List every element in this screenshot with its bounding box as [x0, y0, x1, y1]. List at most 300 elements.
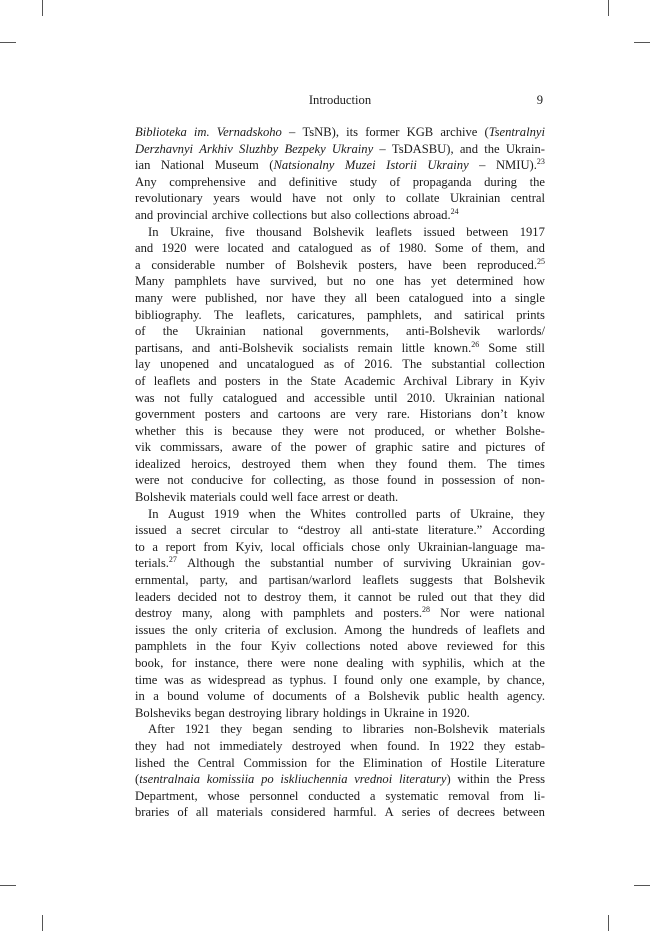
word: not	[193, 738, 210, 753]
word: this	[185, 423, 204, 438]
word: braries	[135, 805, 170, 820]
word: no	[353, 274, 366, 289]
text-line	[135, 157, 545, 174]
word: Central	[197, 755, 235, 770]
text-line	[135, 323, 545, 340]
word: nor	[266, 290, 283, 305]
word: catalogued	[408, 290, 464, 305]
word: rare.	[387, 407, 410, 422]
text-line	[135, 257, 545, 274]
word: heroics,	[191, 456, 231, 471]
word: little	[401, 340, 425, 355]
word: bound	[167, 689, 199, 704]
word: the	[285, 506, 301, 521]
text-line	[135, 124, 545, 141]
word: whether	[455, 423, 496, 438]
word: Kyiv	[519, 373, 545, 388]
word: of	[335, 689, 346, 704]
word: pamphlets,	[366, 307, 422, 322]
word: how	[523, 274, 545, 289]
word: The	[487, 456, 507, 471]
word: conducted	[308, 788, 361, 803]
word: vrednoi	[354, 772, 393, 787]
word: Ukrainy	[331, 141, 374, 156]
word: for	[171, 656, 187, 670]
word: all	[195, 805, 209, 820]
word: (Natsionalny	[269, 158, 335, 173]
word: determined	[456, 274, 514, 289]
word: of	[275, 257, 286, 272]
word: controlled	[355, 506, 407, 521]
word: collections	[305, 639, 361, 654]
word: along	[222, 606, 251, 621]
word: caricatures,	[297, 307, 355, 322]
word: 1980.	[398, 241, 427, 256]
word: satire	[421, 440, 450, 455]
word: prints	[516, 307, 545, 322]
word: Ukraine,	[469, 506, 514, 521]
word: the	[496, 772, 512, 787]
word: central	[510, 191, 545, 206]
word: secret	[191, 523, 221, 538]
word: of	[135, 324, 146, 339]
word: number	[225, 257, 265, 272]
word: Archival	[403, 373, 448, 388]
word: aware	[231, 440, 262, 455]
word: uncatalogued	[246, 357, 314, 372]
word: removal	[448, 788, 490, 803]
word: that	[463, 573, 483, 588]
word: published,	[205, 290, 258, 305]
word: Whites	[310, 506, 346, 521]
word: know	[516, 407, 545, 422]
word: Commission	[243, 755, 308, 770]
word: be	[398, 589, 411, 604]
footnote-ref: 24	[450, 206, 459, 216]
word: –	[379, 141, 386, 156]
text-line	[135, 705, 545, 722]
text-line	[135, 506, 545, 523]
word: issued	[423, 224, 455, 239]
word: yet	[431, 274, 447, 289]
word: issued	[135, 523, 167, 538]
word: which	[473, 656, 504, 670]
word: they	[523, 506, 545, 521]
word: –	[289, 125, 296, 139]
word: “destroy	[297, 523, 341, 538]
word: in	[501, 373, 512, 388]
footnote-ref: 28	[422, 605, 431, 615]
text-line	[135, 489, 545, 506]
word: during	[484, 174, 517, 189]
word: and	[258, 174, 277, 189]
text-line	[135, 572, 545, 589]
word: decided	[177, 589, 217, 604]
word: not	[163, 390, 181, 405]
word: partisans,	[135, 340, 183, 355]
word: been	[376, 290, 400, 305]
word: with	[391, 656, 415, 670]
word: not	[224, 589, 241, 604]
word: and	[271, 241, 291, 256]
word: the	[162, 324, 179, 339]
word: a	[500, 290, 507, 305]
word: Press	[518, 772, 545, 787]
word: posters,	[358, 257, 398, 272]
word: a	[135, 257, 141, 272]
word: report	[165, 539, 196, 554]
word: Academic	[343, 373, 396, 388]
word: produced,	[374, 423, 425, 438]
word: there	[247, 656, 273, 670]
word: issues	[135, 622, 166, 637]
word: Bolshevik	[135, 490, 187, 505]
word: death.	[367, 490, 399, 505]
text-line	[135, 539, 545, 556]
word: socialists	[302, 340, 349, 355]
word: in	[196, 639, 207, 654]
word: five	[225, 224, 245, 239]
word: within	[457, 772, 490, 787]
word: posters	[224, 373, 261, 388]
word: began	[252, 722, 283, 737]
word: of	[465, 622, 476, 637]
word: syphilis,	[422, 656, 465, 670]
word: fully	[189, 390, 214, 405]
word: were	[280, 656, 306, 670]
word: and	[198, 373, 217, 388]
text-line	[135, 555, 545, 572]
text-line	[135, 804, 545, 821]
text-line	[135, 788, 545, 805]
word: the	[244, 556, 261, 571]
word: widespread	[208, 672, 266, 687]
word: national	[504, 390, 545, 405]
word: posters.$^{28}$	[383, 605, 431, 621]
word: time	[135, 672, 158, 687]
word: from	[499, 788, 524, 803]
word: are	[330, 407, 346, 422]
word: collections	[252, 207, 308, 222]
text-line	[135, 190, 545, 207]
word: its	[346, 125, 359, 139]
word: ernmental,	[135, 573, 189, 588]
word: catalogued	[222, 390, 278, 405]
word: Biblioteka	[135, 125, 187, 139]
word: leaders	[135, 589, 171, 604]
word: many,	[182, 606, 213, 621]
word: 1919	[213, 506, 240, 521]
word: and	[458, 440, 477, 455]
word: all	[354, 290, 368, 305]
text-line	[135, 605, 545, 622]
word: Ukrain-	[505, 141, 545, 156]
crop-mark	[608, 915, 609, 931]
word: a	[153, 689, 159, 704]
text-line	[135, 406, 545, 423]
word: Hostile	[450, 755, 487, 770]
word: as	[190, 672, 202, 687]
word: power	[314, 440, 347, 455]
word: typhus.	[289, 672, 327, 687]
word: government	[135, 407, 196, 422]
word: between	[502, 805, 545, 820]
word: all	[350, 523, 363, 538]
word: or	[353, 490, 364, 505]
word: times	[517, 456, 545, 471]
word: chose	[351, 539, 381, 554]
word: it	[343, 589, 351, 604]
word: estab-	[514, 738, 545, 753]
word: to	[385, 191, 396, 206]
crop-mark	[634, 885, 650, 886]
word: destroying	[228, 705, 282, 720]
word: Bolsheviks	[135, 705, 191, 720]
text-line	[135, 456, 545, 473]
word: destroy	[135, 606, 173, 621]
word: Bolshevik	[493, 573, 545, 588]
word: of	[503, 473, 514, 488]
word: comprehensive	[169, 174, 246, 189]
word: and	[459, 141, 479, 156]
word: years	[213, 191, 240, 206]
crop-mark	[608, 0, 609, 16]
word: the	[173, 755, 190, 770]
word: considered	[270, 805, 326, 820]
word: would	[250, 191, 282, 206]
word: they	[135, 738, 157, 753]
word: is	[213, 423, 223, 438]
word: of	[343, 357, 355, 372]
word: decrees	[457, 805, 495, 820]
word: Library	[455, 373, 494, 388]
word: propaganda	[412, 174, 472, 189]
word: and	[135, 207, 154, 222]
word: Department,	[135, 788, 198, 803]
word: above	[407, 639, 438, 654]
word: harmful.	[333, 805, 377, 820]
word: anti-Bolshevik	[406, 324, 481, 339]
word: Bolshevik	[313, 224, 365, 239]
word: of	[431, 755, 442, 770]
word: the	[529, 656, 545, 670]
word: 1917	[519, 224, 545, 239]
word: began	[194, 705, 225, 720]
word: national	[262, 324, 304, 339]
word: commissars,	[160, 440, 223, 455]
word: hundreds	[411, 622, 459, 637]
word: archive	[211, 207, 249, 222]
word: this	[526, 639, 545, 654]
word: only	[380, 672, 403, 687]
word: arrest	[321, 490, 350, 505]
word: leaflets,	[245, 307, 286, 322]
word: After	[148, 722, 175, 737]
word: public	[427, 689, 460, 704]
word: of	[253, 689, 264, 704]
text-line	[135, 290, 545, 307]
word: State	[310, 373, 336, 388]
word: ruled	[417, 589, 444, 604]
word: library	[285, 705, 320, 720]
word: catalogued	[298, 241, 353, 256]
word: Museum	[214, 158, 259, 173]
word: out	[450, 589, 467, 604]
word: not	[326, 191, 343, 206]
word: known.$^{26}$	[433, 339, 480, 355]
word: Ukrainian	[444, 390, 495, 405]
word: were	[171, 290, 197, 305]
text-line	[135, 439, 545, 456]
word: leaflets	[362, 573, 399, 588]
word: them.	[448, 456, 477, 471]
word: the	[339, 755, 355, 770]
word: when	[337, 456, 365, 471]
word: Bolshevik	[296, 257, 348, 272]
word: 2016.	[364, 357, 393, 372]
word: one	[409, 672, 428, 687]
word: destroy	[264, 589, 302, 604]
word: In	[429, 738, 440, 753]
word: Vernadskoho	[216, 125, 282, 139]
word: found	[344, 672, 374, 687]
word: surviving	[403, 556, 452, 571]
word: The	[402, 357, 422, 372]
word: and	[135, 241, 154, 256]
word: still	[526, 340, 545, 355]
text-line	[135, 738, 545, 755]
word: face	[296, 490, 318, 505]
footnote-ref: 25	[536, 256, 545, 266]
word: between	[466, 224, 509, 239]
word: August	[168, 506, 205, 521]
text-line	[135, 589, 545, 606]
word: single	[514, 290, 545, 305]
word: criteria	[224, 622, 261, 637]
word: as	[272, 672, 283, 687]
word: of	[177, 805, 188, 820]
word: immediately	[219, 738, 283, 753]
word: materials	[498, 722, 545, 737]
word: non-	[521, 473, 545, 488]
word: many	[135, 290, 163, 305]
word: party,	[199, 573, 228, 588]
word: leaflets	[153, 373, 191, 388]
word: located	[227, 241, 264, 256]
word: a	[354, 689, 360, 704]
word: in	[427, 705, 438, 720]
word: Kyiv,	[235, 539, 263, 554]
word: whose	[207, 788, 240, 803]
word: lay	[135, 357, 151, 372]
word: anti-state	[372, 523, 419, 538]
word: pamphlets	[293, 606, 345, 621]
word: and	[250, 407, 269, 422]
crop-mark	[42, 0, 43, 16]
word: from	[203, 539, 228, 554]
word: or	[434, 423, 446, 438]
word: of	[355, 440, 367, 455]
word: and	[191, 340, 211, 355]
word: was	[135, 390, 155, 405]
word: Bolshevik	[368, 689, 420, 704]
word: at	[512, 656, 522, 670]
word: the	[389, 622, 405, 637]
page-header	[135, 93, 545, 111]
text-line	[135, 423, 545, 440]
word: the	[290, 440, 306, 455]
word: they	[220, 722, 243, 737]
text-line	[135, 672, 545, 689]
word: Historians	[419, 407, 472, 422]
word: agency.	[506, 689, 545, 704]
word: po	[261, 772, 274, 787]
word: anti-Bolshevik	[219, 340, 294, 355]
word: four	[240, 639, 262, 654]
word: they	[375, 456, 398, 471]
word: Arkhiv	[199, 141, 233, 156]
word: In	[148, 224, 159, 239]
word: circular	[230, 523, 269, 538]
word: ma-	[525, 539, 545, 554]
word: definitive	[288, 174, 338, 189]
word: in	[370, 705, 380, 720]
word: of	[379, 241, 391, 256]
word: bibliography.	[135, 307, 202, 322]
word: one	[375, 274, 394, 289]
word: of	[534, 440, 545, 455]
word: whether	[135, 423, 176, 438]
word: libraries	[362, 722, 404, 737]
word: to	[342, 722, 353, 737]
word: 1921	[184, 722, 211, 737]
word: accessible	[314, 390, 366, 405]
word: pamphlets	[174, 274, 227, 289]
word: documents	[272, 689, 327, 704]
word: instance,	[194, 656, 240, 670]
word: posters	[204, 407, 241, 422]
word: A	[384, 805, 394, 820]
word: and	[286, 390, 305, 405]
word: with	[260, 606, 283, 621]
word: lished	[135, 755, 166, 770]
word: the	[484, 141, 500, 156]
word: been	[442, 257, 467, 272]
word: terials.$^{27}$	[135, 555, 177, 571]
word: in	[268, 373, 279, 388]
word: did	[528, 589, 545, 604]
word: the	[529, 174, 545, 189]
word: satirical	[464, 307, 505, 322]
word: have	[236, 274, 261, 289]
word: and	[354, 606, 374, 621]
word: that	[473, 589, 493, 604]
word: for	[250, 473, 266, 488]
word: them,	[308, 589, 337, 604]
word: not	[167, 473, 184, 488]
word: Among	[344, 622, 382, 637]
word: Elimination	[363, 755, 423, 770]
word: 1920.	[441, 705, 470, 720]
word: leaflets	[375, 224, 412, 239]
text-line	[135, 356, 545, 373]
word: volume	[207, 689, 245, 704]
text-line	[135, 472, 545, 489]
word: dealing	[346, 656, 384, 670]
word: example,	[434, 672, 481, 687]
word: they	[324, 290, 346, 305]
text-line	[135, 771, 545, 788]
